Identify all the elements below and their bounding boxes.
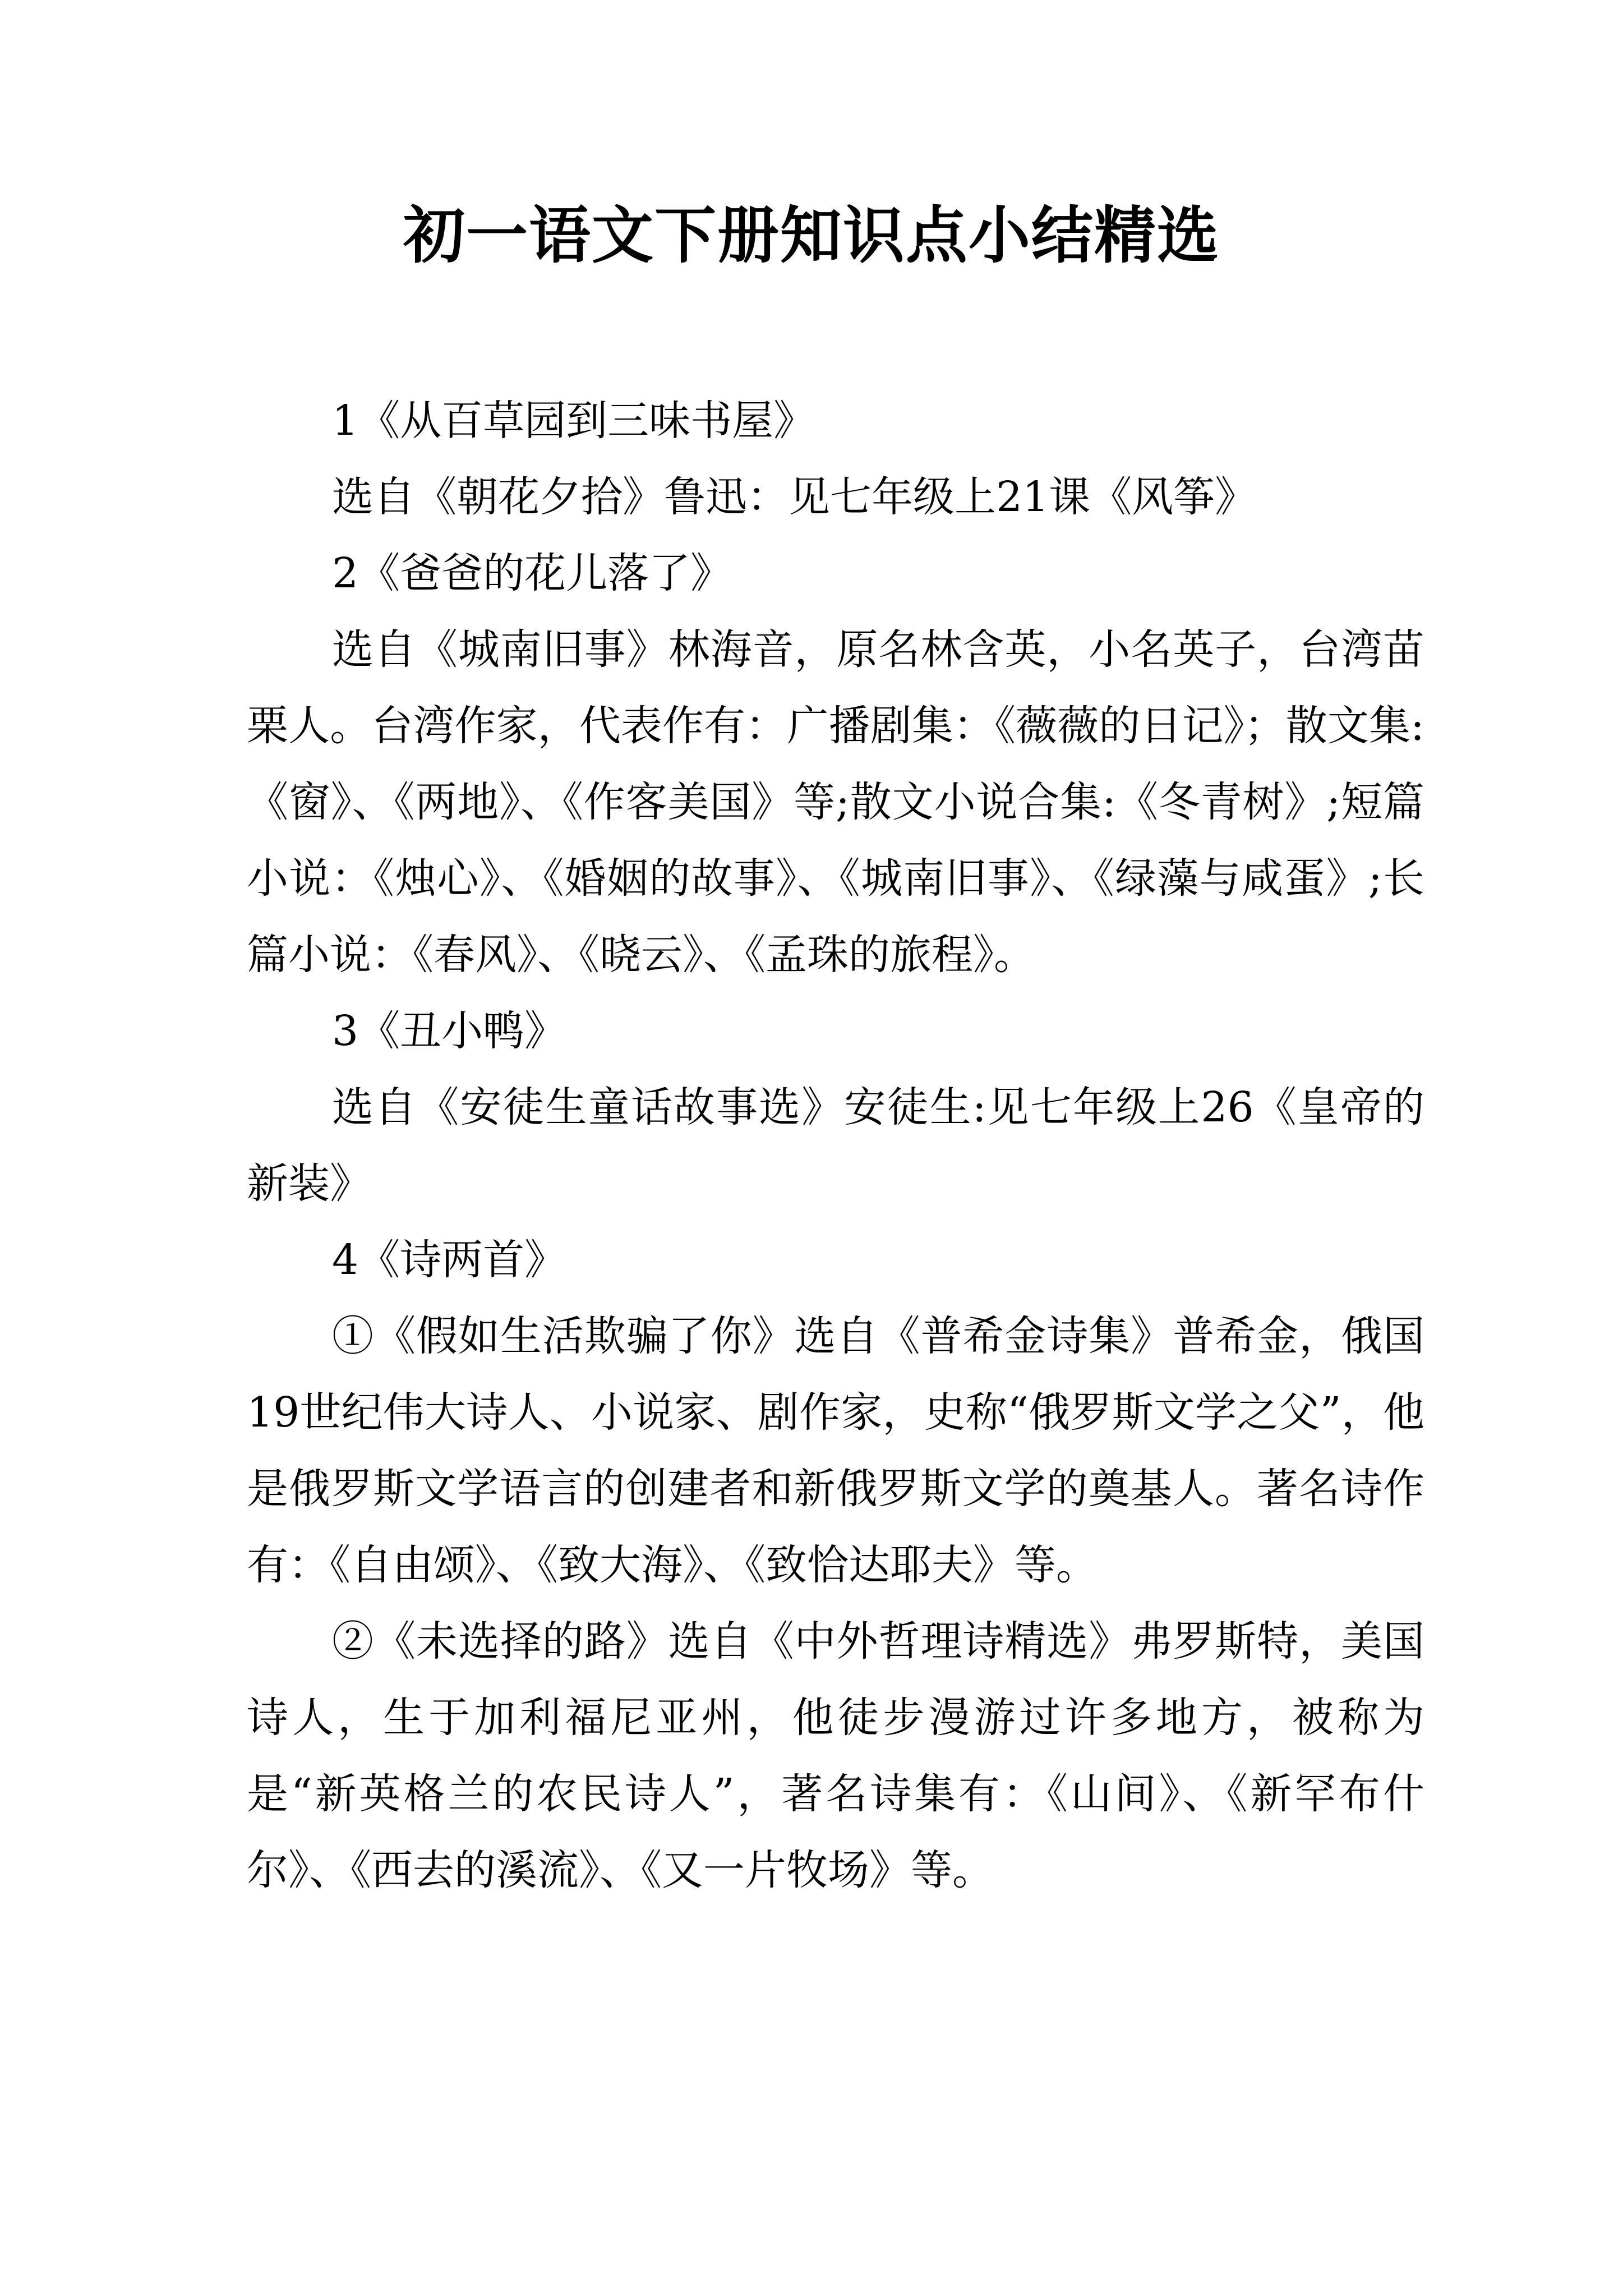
lesson-heading-1: 1《从百草园到三味书屋》 xyxy=(332,397,815,445)
poem-note-2: ②《未选择的路》选自《中外哲理诗精选》弗罗斯特，美国诗人，生于加利福尼亚州，他徒步漫游过许多地方，被称为是“新英格兰的农民诗人”，著名诗集有：《山间》、《新罕布什尔》、《西去的溪流》、《又一片牧场》等。 xyxy=(247,1617,1424,1894)
lesson-heading-3: 3《丑小鸭》 xyxy=(332,1007,566,1055)
lesson-source-1: 选自《朝花夕拾》鲁迅：见七年级上21课《风筝》 xyxy=(332,473,1257,521)
lesson-source-3: 选自《安徒生童话故事选》安徒生:见七年级上26《皇帝的新装》 xyxy=(247,1083,1424,1208)
lesson-heading-2: 2《爸爸的花儿落了》 xyxy=(332,549,732,597)
lesson-source-2: 选自《城南旧事》林海音，原名林含英，小名英子，台湾苗栗人。台湾作家，代表作有：广播剧集：《薇薇的日记》；散文集:《窗》、《两地》、《作客美国》等;散文小说合集:《冬青树》;短篇小说：《烛心》、《婚姻的故事》、《城南旧事》、《绿藻与咸蛋》;长篇小说：《春风》、《晓云》、《孟珠的旅程》。 xyxy=(247,625,1424,979)
document-title: 初一语文下册知识点小结精选 xyxy=(403,199,1220,272)
poem-note-1: ①《假如生活欺骗了你》选自《普希金诗集》普希金，俄国19世纪伟大诗人、小说家、剧作家，史称“俄罗斯文学之父”，他是俄罗斯文学语言的创建者和新俄罗斯文学的奠基人。著名诗作有：《自由颂》、《致大海》、《致恰达耶夫》等。 xyxy=(247,1312,1424,1589)
lesson-heading-4: 4《诗两首》 xyxy=(332,1236,566,1284)
document-body xyxy=(247,383,1424,1908)
